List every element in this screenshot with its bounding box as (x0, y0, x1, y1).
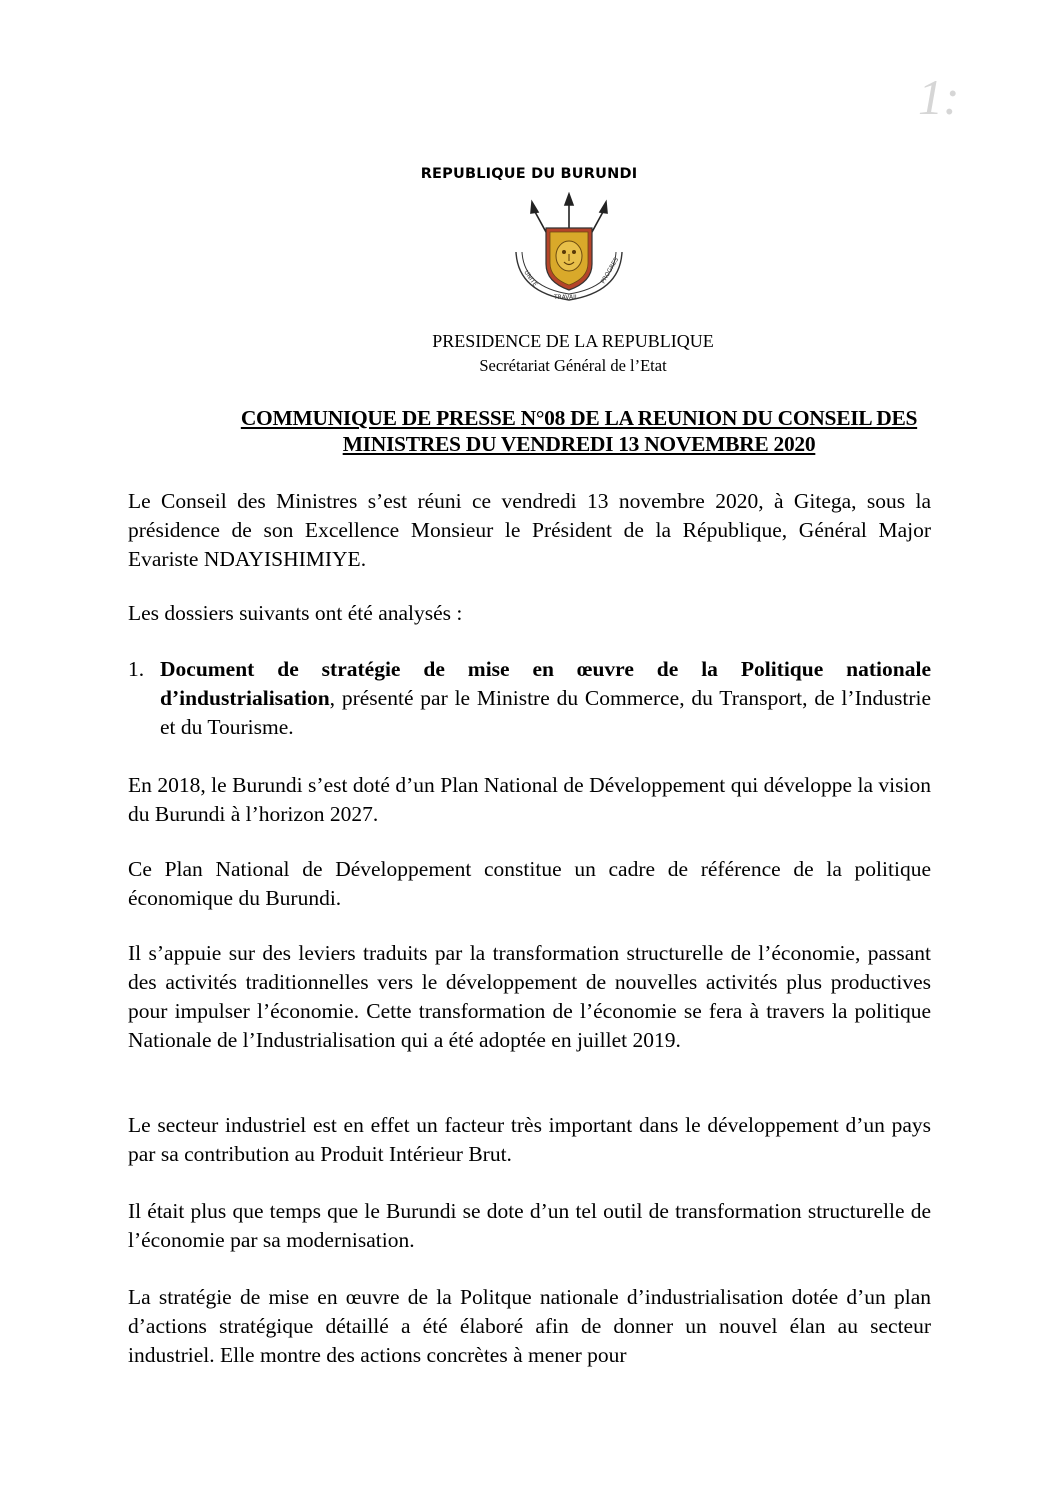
title-line-2: MINISTRES DU VENDREDI 13 NOVEMBRE 2020 (342, 432, 816, 456)
intro-paragraph: Le Conseil des Ministres s’est réuni ce vendredi 13 novembre 2020, à Gitega, sous la présidence de son Excellence Monsieur le Président de la République, Général Major Evariste NDAYISHIMIYE. (128, 489, 931, 571)
list-item-text (160, 655, 931, 742)
list-item-title: Document de stratégie de mise en œuvre de la Politique nationale d’industrialisation (160, 657, 931, 710)
paragraph-temps: Il était plus que temps que le Burundi se dote d’un tel outil de transformation structurelle de l’économie par sa modernisation. (128, 1199, 931, 1252)
list-item-description: , présenté par le Ministre du Commerce, du Transport, de l’Industrie et du Tourisme. (160, 686, 931, 739)
communique-title (100, 405, 1058, 457)
paragraph-strategie: La stratégie de mise en œuvre de la Politque nationale d’industrialisation dotée d’un plan d’actions stratégique détaillé a été élaboré afin de donner un nouvel élan au secteur industriel. Elle montre des actions concrètes à mener pour (128, 1285, 931, 1367)
burundi-coat-of-arms-icon (504, 192, 634, 308)
secretariat-heading: Secrétariat Général de l’Etat (479, 356, 667, 375)
paragraph-plan: Ce Plan National de Développement constitue un cadre de référence de la politique économique du Burundi. (128, 857, 931, 910)
list-item (128, 655, 931, 742)
title-line-1: COMMUNIQUE DE PRESSE N°08 DE LA REUNION DU CONSEIL DES (240, 406, 918, 430)
dossiers-paragraph: Les dossiers suivants ont été analysés : (128, 601, 463, 625)
page-number: 1: (918, 69, 960, 125)
republic-heading: REPUBLIQUE DU BURUNDI (420, 166, 638, 182)
paragraph-secteur: Le secteur industriel est en effet un facteur très important dans le développement d’un pays par sa contribution au Produit Intérieur Brut. (128, 1113, 931, 1166)
emblem-motto-unite: UNITE (522, 269, 539, 288)
paragraph-leviers: Il s’appuie sur des leviers traduits par la transformation structurelle de l’économie, passant des activités traditionnelles vers le développement de nouvelles activités plus productives pour impulser l’économie. Cette transformation de l’économie se fera à travers la politique Nationale de l’Industrialisation qui a été adoptée en juillet 2019. (128, 941, 931, 1052)
list-item-number: 1. (128, 657, 145, 681)
presidence-heading: PRESIDENCE DE LA REPUBLIQUE (432, 331, 714, 351)
emblem-motto-travail: TRAVAIL (554, 294, 579, 301)
emblem-motto-progres: PROGRES (599, 256, 621, 285)
paragraph-2018: En 2018, le Burundi s’est doté d’un Plan National de Développement qui développe la vision du Burundi à l’horizon 2027. (128, 773, 931, 826)
